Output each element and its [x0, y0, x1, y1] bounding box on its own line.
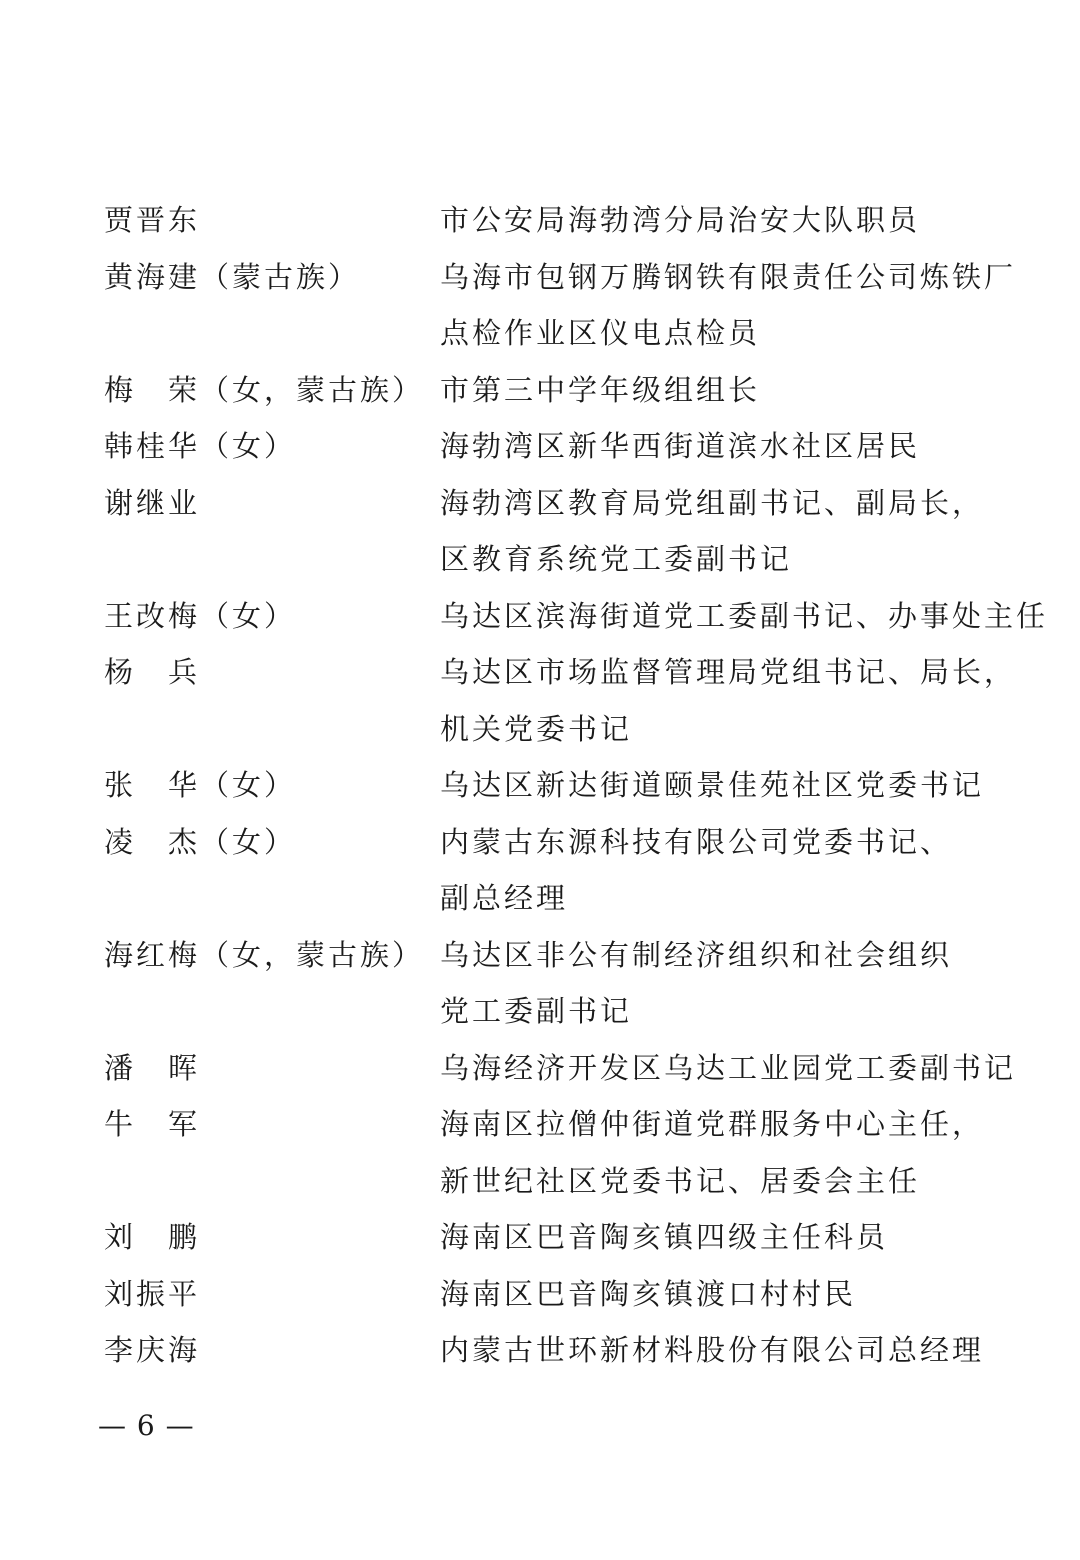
list-item	[104, 1040, 1017, 1097]
title-line: 机关党委书记	[440, 711, 633, 746]
person-name: 牛 军	[104, 1107, 201, 1141]
title-line: 新世纪社区党委书记、居委会主任	[440, 1163, 921, 1198]
person-title	[440, 475, 984, 588]
person-title	[440, 362, 964, 419]
person-name: 谢继业	[104, 485, 201, 520]
title-line: 内蒙古东源科技有限公司党委书记、	[440, 824, 953, 859]
person-title	[440, 757, 984, 814]
title-line: 乌海经济开发区乌达工业园党工委副书记	[440, 1050, 1017, 1085]
person-title	[440, 249, 1016, 362]
person-name: 杨 兵	[104, 655, 201, 689]
title-line: 乌达区市场监督管理局党组书记、局长，	[440, 655, 1017, 689]
title-line: 海南区拉僧仲街道党群服务中心主任，	[440, 1107, 985, 1141]
title-line: 区教育系统党工委副书记	[440, 542, 793, 576]
person-title	[440, 1096, 984, 1209]
person-title	[440, 644, 1016, 757]
person-title	[440, 1040, 1016, 1097]
list-item	[104, 1209, 964, 1266]
list-item	[104, 814, 964, 927]
person-title	[440, 1209, 964, 1266]
person-name: 海红梅（女，蒙古族）	[104, 937, 425, 972]
title-line: 市公安局海勃湾分局治安大队职员	[440, 203, 921, 237]
person-name: 李庆海	[104, 1333, 201, 1367]
person-title	[440, 1322, 984, 1379]
list-item	[104, 1322, 985, 1379]
award-list	[104, 192, 1049, 1379]
list-item	[104, 1096, 985, 1209]
title-line: 副总经理	[440, 881, 569, 915]
person-name: 韩桂华（女）	[104, 429, 297, 463]
title-line: 市第三中学年级组组长	[440, 372, 761, 407]
list-item	[104, 249, 1017, 362]
list-item	[104, 588, 1049, 645]
title-line: 海南区巴音陶亥镇渡口村村民	[440, 1276, 857, 1311]
page-number: — 6 —	[98, 1409, 195, 1442]
person-title	[440, 927, 964, 1040]
person-name: 刘振平	[104, 1276, 201, 1311]
list-item	[104, 644, 1017, 757]
person-name: 刘 鹏	[104, 1220, 201, 1254]
person-name: 张 华（女）	[104, 768, 297, 802]
list-item	[104, 418, 964, 475]
title-line: 党工委副书记	[440, 994, 633, 1028]
person-title	[440, 814, 964, 927]
title-line: 海勃湾区教育局党组副书记、副局长，	[440, 485, 985, 520]
list-item	[104, 362, 964, 419]
person-name: 王改梅（女）	[104, 598, 297, 633]
person-name: 凌 杰（女）	[104, 824, 297, 859]
person-title	[440, 1266, 964, 1323]
title-line: 点检作业区仪电点检员	[440, 316, 761, 350]
title-line: 乌达区滨海街道党工委副书记、办事处主任	[440, 598, 1049, 633]
title-line: 乌达区非公有制经济组织和社会组织	[440, 937, 953, 972]
list-item	[104, 927, 964, 1040]
title-line: 海南区巴音陶亥镇四级主任科员	[440, 1220, 889, 1254]
title-line: 内蒙古世环新材料股份有限公司总经理	[440, 1333, 985, 1367]
title-line: 乌达区新达街道颐景佳苑社区党委书记	[440, 768, 985, 802]
title-line: 海勃湾区新华西街道滨水社区居民	[440, 429, 921, 463]
list-item	[104, 1266, 964, 1323]
list-item	[104, 757, 985, 814]
person-name: 梅 荣（女，蒙古族）	[104, 372, 425, 407]
list-item	[104, 475, 985, 588]
person-name: 贾晋东	[104, 203, 201, 237]
person-name: 潘 晖	[104, 1050, 201, 1085]
person-title	[440, 192, 964, 249]
person-title	[440, 588, 1048, 645]
title-line: 乌海市包钢万腾钢铁有限责任公司炼铁厂	[440, 259, 1017, 294]
person-name: 黄海建（蒙古族）	[104, 259, 361, 294]
list-item	[104, 192, 964, 249]
person-title	[440, 418, 964, 475]
